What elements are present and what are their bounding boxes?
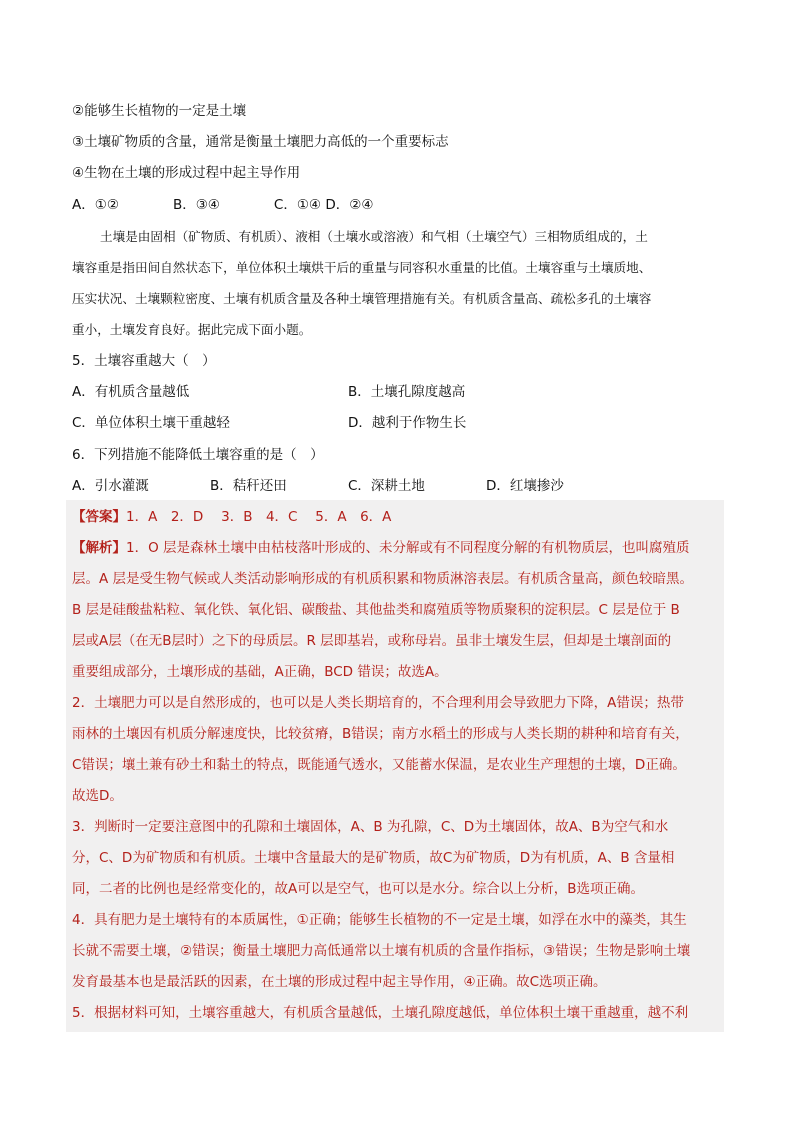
analysis-line-16: 5．根据材料可知，土壤容重越大，有机质含量越低，土壤孔隙度越低，单位体积土壤干重越重，越不利	[72, 1005, 689, 1021]
question-6-option-a: A．引水灌溉	[72, 478, 149, 494]
passage-line-2: 壤容重是指田间自然状态下，单位体积土壤烘干后的重量与同容积水重量的比值。土壤容重与土壤质地、	[72, 260, 652, 275]
passage-line-3: 压实状况、土壤颗粒密度、土壤有机质含量及各种土壤管理措施有关。有机质含量高、疏松多孔的土壤容	[72, 291, 652, 306]
statement-2: ②能够生长植物的一定是土壤	[72, 103, 247, 119]
analysis-line-13: 4．具有肥力是土壤特有的本质属性，①正确；能够生长植物的不一定是土壤，如浮在水中的藻类，其生	[72, 912, 687, 928]
answer-text: 1．A 2．D 3．B 4．C 5．A 6．A	[126, 509, 392, 525]
analysis-line-8: C错误；壤土兼有砂土和黏土的特点，既能通气透水，又能蓄水保温，是农业生产理想的土壤，D正确。	[72, 757, 686, 773]
passage-line-4: 重小，土壤发育良好。据此完成下面小题。	[72, 322, 312, 337]
question-5-option-c: C．单位体积土壤干重越轻	[72, 415, 230, 431]
passage-line-1: 土壤是由固相（矿物质、有机质）、液相（土壤水或溶液）和气相（土壤空气）三相物质组成的，土	[100, 229, 648, 244]
analysis-tag: 【解析】	[72, 540, 126, 556]
question-5-option-b: B．土壤孔隙度越高	[348, 384, 466, 400]
analysis-line-2: 层。A 层是受生物气候或人类活动影响形成的有机质积累和物质淋溶表层。有机质含量高，颜色较暗黑。	[72, 571, 694, 587]
question-6-option-d: D．红壤掺沙	[486, 478, 564, 494]
analysis-line-9: 故选D。	[72, 788, 123, 804]
question-5-option-a: A．有机质含量越低	[72, 384, 190, 400]
question-6-option-b: B．秸秆还田	[210, 478, 287, 494]
analysis-line-11: 分，C、D为矿物质和有机质。土壤中含量最大的是矿物质，故C为矿物质，D为有机质，A、B 含量相	[72, 850, 675, 866]
analysis-line-4: 层或A层（在无B层时）之下的母质层。R 层即基岩，或称母岩。虽非土壤发生层，但却是土壤剖面的	[72, 633, 672, 649]
statement-3: ③土壤矿物质的含量，通常是衡量土壤肥力高低的一个重要标志	[72, 134, 449, 150]
answer-line	[72, 508, 724, 526]
analysis-line-3: B 层是硅酸盐粘粒、氧化铁、氧化铝、碳酸盐、其他盐类和腐殖质等物质聚积的淀积层。C 层是位于 B	[72, 602, 680, 618]
question-4-options: A．①② B．③④ C．①④ D．②④	[72, 197, 374, 213]
answer-tag: 【答案】	[72, 509, 126, 525]
analysis-line-15: 发育最基本也是最活跃的因素，在土壤的形成过程中起主导作用，④正确。故C选项正确。	[72, 974, 607, 990]
analysis-line-7: 雨林的土壤因有机质分解速度快，比较贫瘠，B错误；南方水稻土的形成与人类长期的耕种和培育有关，	[72, 726, 689, 742]
question-5-option-d: D．越利于作物生长	[348, 415, 467, 431]
analysis-line-6: 2．土壤肥力可以是自然形成的，也可以是人类长期培育的，不合理利用会导致肥力下降，A错误；热带	[72, 695, 684, 711]
analysis-line-1	[72, 539, 724, 557]
analysis-line-10: 3．判断时一定要注意图中的孔隙和土壤固体，A、B 为孔隙，C、D为土壤固体，故A、B为空气和水	[72, 819, 669, 835]
analysis-line-5: 重要组成部分，土壤形成的基础，A正确，BCD 错误；故选A。	[72, 664, 448, 680]
analysis-line-14: 长就不需要土壤，②错误；衡量土壤肥力高低通常以土壤有机质的含量作指标，③错误；生物是影响土壤	[72, 943, 691, 959]
statement-4: ④生物在土壤的形成过程中起主导作用	[72, 165, 301, 181]
analysis-text-1: 1．O 层是森林土壤中由枯枝落叶形成的、未分解或有不同程度分解的有机物质层，也叫腐殖质	[126, 540, 690, 556]
question-6-option-c: C．深耕土地	[348, 478, 425, 494]
question-5-stem: 5．土壤容重越大（ ）	[72, 353, 216, 369]
analysis-line-12: 同，二者的比例也是经常变化的，故A可以是空气，也可以是水分。综合以上分析，B选项正确。	[72, 881, 644, 897]
question-6-stem: 6．下列措施不能降低土壤容重的是（ ）	[72, 447, 324, 463]
